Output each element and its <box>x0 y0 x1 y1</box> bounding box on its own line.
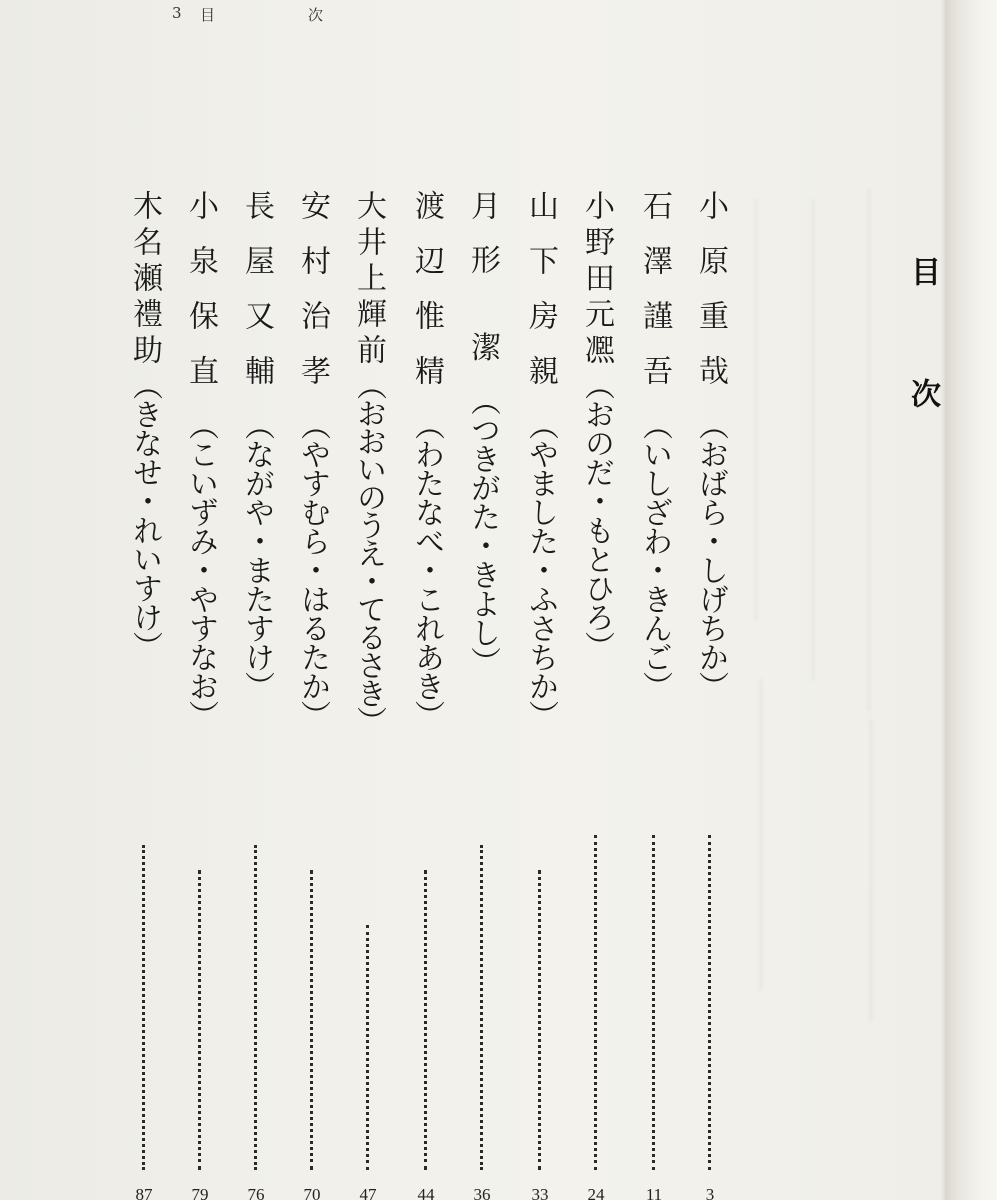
toc-entry-reading: （きなせ・れいすけ） <box>127 370 162 660</box>
toc-entry-page: 47 <box>359 1185 377 1200</box>
toc-entry-text <box>350 190 386 734</box>
toc-entry-name: 小泉保直 <box>183 190 218 410</box>
toc-entry-name: 安村治孝 <box>295 190 330 410</box>
running-head-title-char-2: 次 <box>308 6 324 24</box>
toc-entry-name: 長屋又輔 <box>239 190 274 410</box>
toc-entry[interactable] <box>514 190 566 1200</box>
toc-entry-text <box>464 190 500 676</box>
toc-entry-reading: （やすむら・はるたか） <box>295 410 330 729</box>
toc-entry[interactable] <box>570 190 622 1200</box>
toc-entry-page: 79 <box>191 1185 209 1200</box>
toc-entry-page: 44 <box>417 1185 435 1200</box>
toc-entry-page: 33 <box>531 1185 549 1200</box>
toc-entry-text <box>692 190 728 700</box>
dot-leader <box>538 870 544 1170</box>
toc-entry[interactable] <box>684 190 736 1200</box>
toc-entry-name: 山下房親 <box>523 190 558 410</box>
toc-entry-reading: （やました・ふさちか） <box>523 410 558 729</box>
toc-entry[interactable] <box>174 190 226 1200</box>
toc-entry-name: 石澤謹吾 <box>637 190 672 410</box>
toc-entry-page: 11 <box>645 1185 663 1200</box>
toc-entry-text <box>238 190 274 700</box>
toc-entry-reading: （おばら・しげちか） <box>693 410 728 700</box>
toc-entry-name: 月形 潔 <box>465 190 500 386</box>
toc-entry-page: 36 <box>473 1185 491 1200</box>
toc-entry-text <box>294 190 330 729</box>
show-through-column <box>812 200 814 680</box>
toc-entry[interactable] <box>628 190 680 1200</box>
toc-entry-name: 渡辺惟精 <box>409 190 444 410</box>
toc-entry-reading: （おおいのうえ・てるさき） <box>351 370 386 734</box>
show-through-column <box>755 200 757 620</box>
toc-entry-reading: （わたなべ・これあき） <box>409 410 444 729</box>
toc-entry[interactable] <box>286 190 338 1200</box>
toc-entry-page: 76 <box>247 1185 265 1200</box>
toc-entry[interactable] <box>118 190 170 1200</box>
toc-entry[interactable] <box>400 190 452 1200</box>
toc-entry-name: 小野田元凞 <box>579 190 614 370</box>
toc-title: 目次 <box>905 256 940 500</box>
toc-entry-text <box>522 190 558 729</box>
toc-entry-reading: （ながや・またすけ） <box>239 410 274 700</box>
toc-entry-text <box>636 190 672 700</box>
toc-entry[interactable] <box>456 190 508 1200</box>
show-through-column <box>870 720 872 1020</box>
running-head-page-number: 3 <box>172 4 182 22</box>
toc-entry-name: 大井上輝前 <box>351 190 386 370</box>
toc-entry-reading: （つきがた・きよし） <box>465 385 500 676</box>
show-through-column <box>868 190 870 710</box>
toc-entry-page: 24 <box>587 1185 605 1200</box>
dot-leader <box>366 925 372 1170</box>
dot-leader <box>480 845 486 1170</box>
toc-entry-page: 70 <box>303 1185 321 1200</box>
dot-leader <box>198 870 204 1170</box>
toc-entry[interactable] <box>342 190 394 1200</box>
dot-leader <box>310 870 316 1170</box>
toc-entry-reading: （いしざわ・きんご） <box>637 410 672 700</box>
toc-entry-text <box>126 190 162 660</box>
running-head-title-char-1: 目 <box>200 6 216 24</box>
toc-entry-page: 87 <box>135 1185 153 1200</box>
toc-entry-text <box>182 190 218 729</box>
toc-entry-text <box>578 190 614 660</box>
dot-leader <box>424 870 430 1170</box>
toc-entry-page: 3 <box>705 1185 715 1200</box>
dot-leader <box>652 835 658 1170</box>
toc-entry-name: 小原重哉 <box>693 190 728 410</box>
dot-leader <box>254 845 260 1170</box>
toc-entry-reading: （こいずみ・やすなお） <box>183 410 218 729</box>
dot-leader <box>708 835 714 1170</box>
show-through-column <box>760 680 762 990</box>
toc-entry-reading: （おのだ・もとひろ） <box>579 370 614 660</box>
toc-entry[interactable] <box>230 190 282 1200</box>
dot-leader <box>142 845 148 1170</box>
toc-entry-text <box>408 190 444 729</box>
next-page-edge <box>945 0 997 1200</box>
dot-leader <box>594 835 600 1170</box>
toc-entry-name: 木名瀬禮助 <box>127 190 162 370</box>
